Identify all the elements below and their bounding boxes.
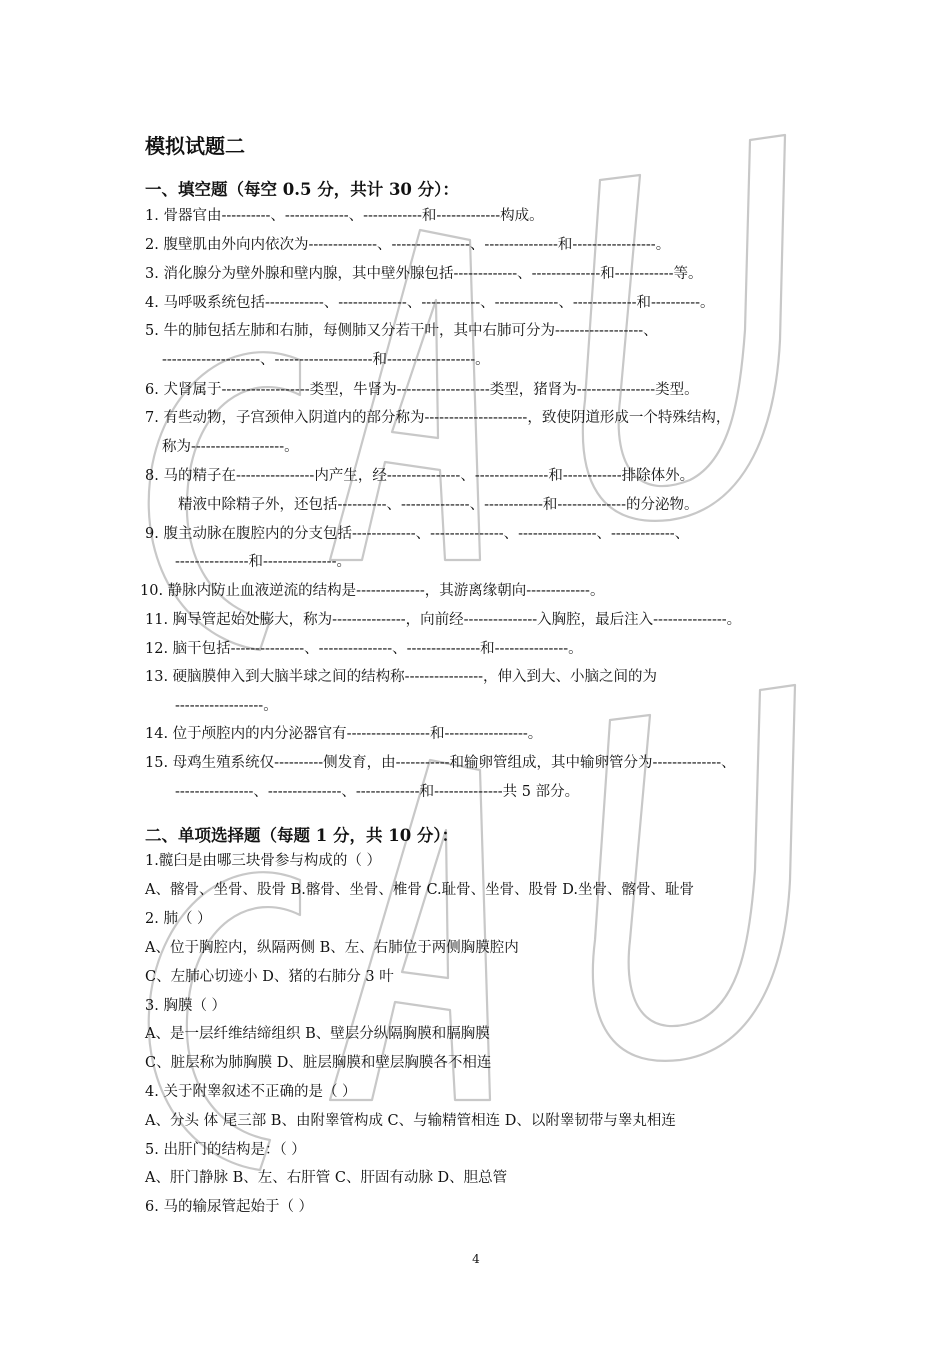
question-line: ---------------和---------------。	[175, 554, 351, 570]
question-line: ------------------。	[175, 698, 278, 714]
option-line: C、左肺心切迹小 D、猪的右肺分 3 叶	[145, 969, 394, 985]
question-line: 13. 硬脑膜伸入到大脑半球之间的结构称----------------，伸入到大、小脑之间的为	[145, 669, 658, 685]
question-line: 15. 母鸡生殖系统仅----------侧发育，由-----------和输卵管组成，其中输卵管分为--------------、	[145, 755, 736, 771]
watermark-a-lower	[330, 760, 490, 1100]
question-line: 8. 马的精子在----------------内产生，经---------------、---------------和------------排除体外。	[145, 468, 695, 484]
question-line: 5. 出肝门的结构是：（ ）	[145, 1142, 306, 1158]
question-line: 精液中除精子外，还包括----------、--------------、------------和--------------的分泌物。	[178, 497, 699, 513]
option-line: A、分头 体 尾三部 B、由附睾管构成 C、与输精管相连 D、以附睾韧带与睾丸相连	[145, 1113, 676, 1129]
question-line: 14. 位于颅腔内的内分泌器官有-----------------和-----------------。	[145, 726, 543, 742]
section-fill-in-heading: 一、填空题（每空 0.5 分，共计 30 分）：	[145, 180, 459, 199]
question-line: 10. 静脉内防止血液逆流的结构是--------------，其游离缘朝向-------------。	[140, 583, 605, 599]
option-line: A、位于胸腔内，纵隔两侧 B、左、右肺位于两侧胸膜腔内	[145, 940, 519, 956]
question-line: 6. 马的输尿管起始于（ ）	[145, 1199, 314, 1215]
question-line: ----------------、---------------、-------------和--------------共 5 部分。	[175, 784, 580, 800]
question-line: 4. 马呼吸系统包括------------、--------------、------------、-------------、-------------和----------。	[145, 295, 715, 311]
question-line: 5. 牛的肺包括左肺和右肺，每侧肺又分若干叶，其中右肺可分为------------------、	[145, 323, 658, 339]
question-line: 2. 腹壁肌由外向内依次为--------------、----------------、---------------和-----------------。	[145, 237, 671, 253]
question-line: 3. 消化腺分为壁外腺和壁内腺，其中壁外腺包括-------------、--------------和------------等。	[145, 266, 703, 282]
page-number: 4	[472, 1252, 480, 1266]
option-line: A、是一层纤维结缔组织 B、壁层分纵隔胸膜和膈胸膜	[145, 1026, 490, 1042]
question-line: 9. 腹主动脉在腹腔内的分支包括-------------、---------------、----------------、-------------、	[145, 526, 690, 542]
question-line: 4. 关于附睾叙述不正确的是（ ）	[145, 1084, 357, 1100]
section-single-choice-heading: 二、单项选择题（每题 1 分，共 10 分）：	[145, 826, 459, 845]
question-line: 12. 脑干包括---------------、---------------、---------------和---------------。	[145, 641, 583, 657]
question-line: 7. 有些动物，子宫颈伸入阴道内的部分称为---------------------，致使阴道形成一个特殊结构，	[145, 410, 731, 426]
question-line: 11. 胸导管起始处膨大，称为---------------，向前经---------------入胸腔，最后注入---------------。	[145, 612, 742, 628]
option-line: C、脏层称为肺胸膜 D、脏层胸膜和壁层胸膜各不相连	[145, 1055, 492, 1071]
watermark-u-lower	[593, 685, 795, 1061]
question-line: --------------------、--------------------和------------------。	[162, 352, 490, 368]
question-line: 3. 胸膜（ ）	[145, 998, 227, 1014]
question-line: 1.髋臼是由哪三块骨参与构成的（ ）	[145, 853, 381, 869]
option-line: A、髂骨、坐骨、股骨 B.髂骨、坐骨、椎骨 C.耻骨、坐骨、股骨 D.坐骨、髂骨、耻骨	[145, 882, 694, 898]
question-line: 6. 犬肾属于------------------类型，牛肾为-------------------类型，猪肾为----------------类型。	[145, 382, 699, 398]
page-title: 模拟试题二	[145, 134, 245, 158]
option-line: A、肝门静脉 B、左、右肝管 C、肝固有动脉 D、胆总管	[145, 1170, 508, 1186]
question-line: 称为-------------------。	[162, 439, 299, 455]
question-line: 1. 骨器官由----------、-------------、------------和-------------构成。	[145, 208, 544, 224]
question-line: 2. 肺（ ）	[145, 911, 212, 927]
